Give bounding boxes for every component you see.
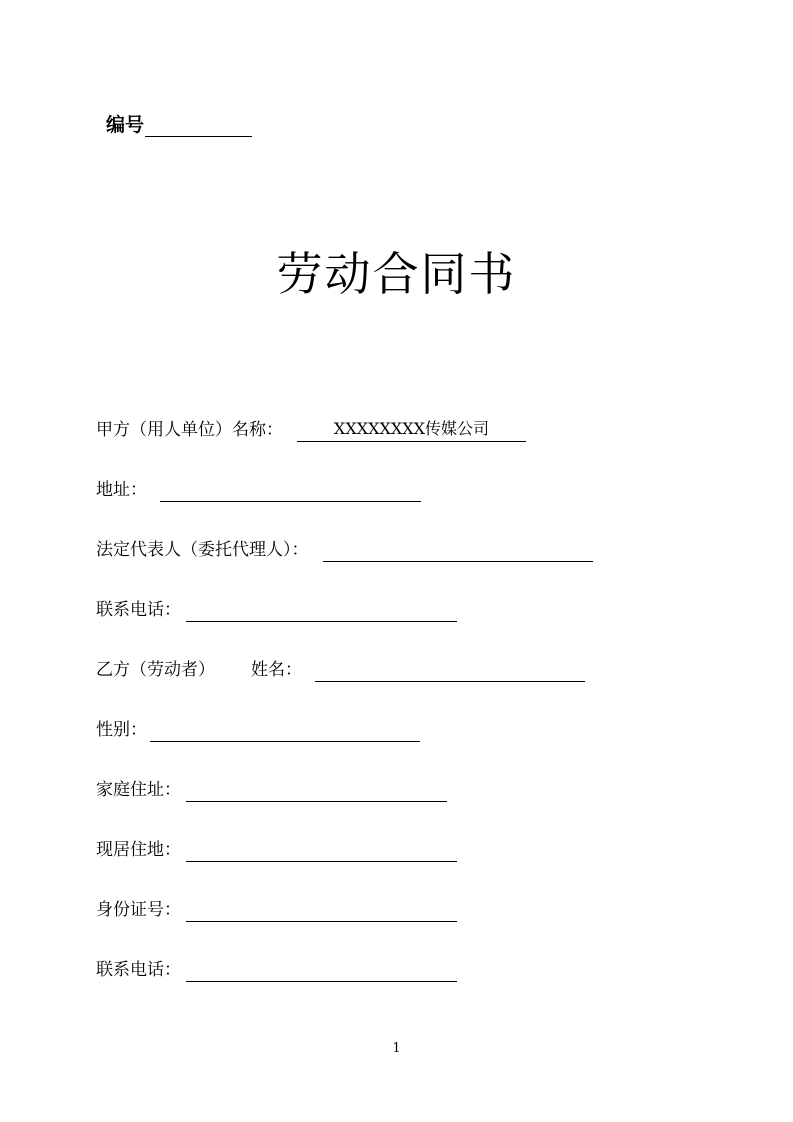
legal-representative-label: 法定代表人（委托代理人）：	[96, 540, 309, 560]
home-address-field	[96, 772, 447, 802]
current-address-field	[96, 832, 457, 862]
party-a-name-label: 甲方（用人单位）名称：	[96, 420, 283, 440]
party-b-label: 乙方（劳动者）	[96, 660, 215, 680]
id-number-blank[interactable]	[186, 897, 457, 922]
party-b-phone-label: 联系电话：	[96, 960, 181, 980]
current-address-label: 现居住地：	[96, 840, 181, 860]
serial-number-label: 编号	[106, 114, 145, 136]
current-address-blank[interactable]	[186, 837, 457, 862]
party-b-name-label: 姓名：	[251, 660, 302, 680]
serial-number-field	[106, 111, 252, 137]
party-a-name-blank[interactable]	[297, 417, 526, 442]
party-a-phone-blank[interactable]	[186, 597, 457, 622]
party-b-phone-blank[interactable]	[186, 957, 457, 982]
gender-label: 性别：	[96, 720, 147, 740]
document-title: 劳动合同书	[276, 247, 517, 301]
party-a-phone-field	[96, 592, 457, 622]
home-address-blank[interactable]	[186, 777, 447, 802]
legal-representative-blank[interactable]	[323, 537, 593, 562]
gender-blank[interactable]	[150, 717, 420, 742]
gender-field	[96, 712, 420, 742]
page-number: 1	[392, 1041, 401, 1056]
serial-number-blank[interactable]	[145, 114, 252, 137]
id-number-field	[96, 892, 457, 922]
address-blank[interactable]	[160, 477, 421, 502]
party-b-phone-field	[96, 952, 457, 982]
party-b-name-blank[interactable]	[315, 657, 585, 682]
party-a-phone-label: 联系电话：	[96, 600, 181, 620]
home-address-label: 家庭住址：	[96, 780, 181, 800]
party-b-name-field	[96, 652, 585, 682]
id-number-label: 身份证号：	[96, 900, 181, 920]
address-label: 地址：	[96, 480, 147, 500]
party-a-name-field	[96, 412, 526, 442]
address-field	[96, 472, 421, 502]
party-a-name-value: XXXXXXXX传媒公司	[333, 419, 490, 438]
legal-representative-field	[96, 532, 593, 562]
